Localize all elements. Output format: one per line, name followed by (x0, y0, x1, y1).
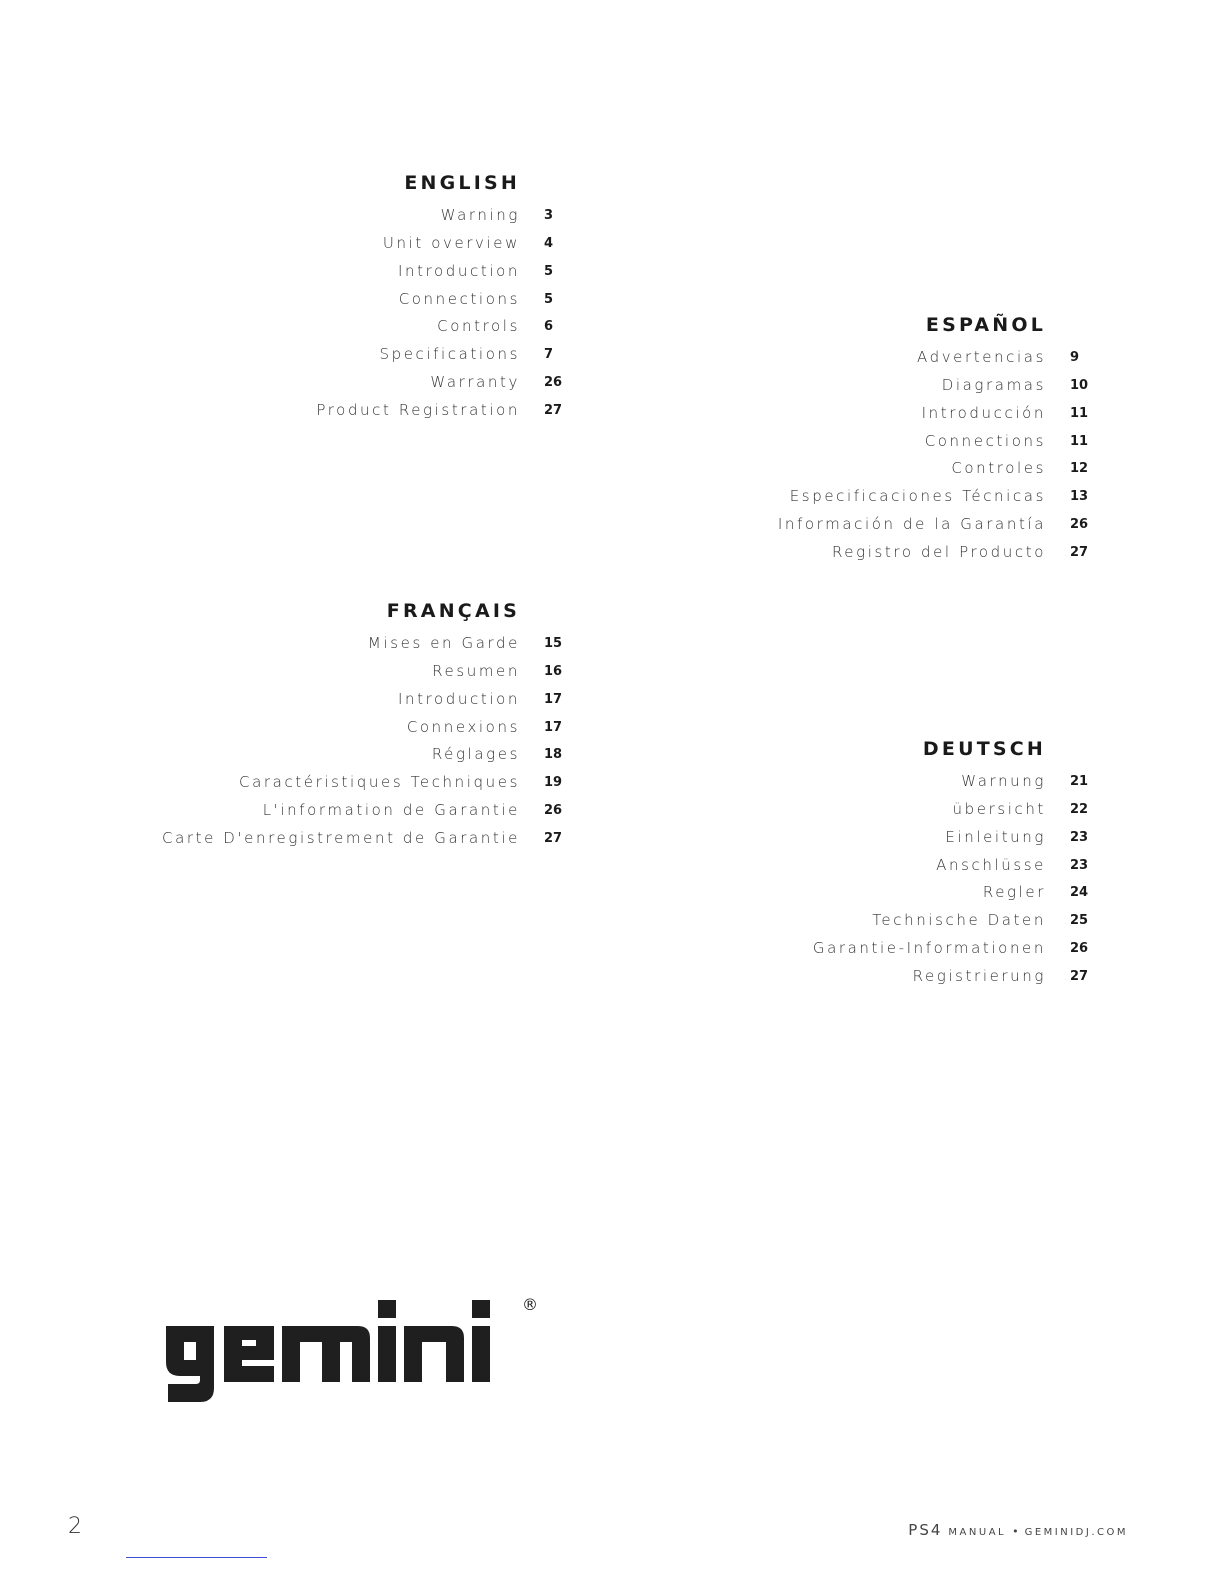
toc-entry-page: 18 (544, 747, 563, 762)
toc-entry-page: 16 (544, 664, 563, 679)
footer-caption (908, 1520, 1128, 1539)
toc-entry[interactable] (924, 431, 1089, 451)
toc-entry-page: 21 (1070, 774, 1089, 789)
gemini-logo (160, 1290, 550, 1420)
toc-entry-page: 7 (544, 347, 554, 362)
toc-entry-page: 26 (1070, 517, 1089, 532)
toc-entry-label: Réglages (431, 745, 520, 763)
toc-entry[interactable] (941, 375, 1089, 395)
toc-entry[interactable] (239, 772, 563, 792)
toc-entry-page: 27 (1070, 969, 1089, 984)
toc-entry-label: Mises en Garde (367, 634, 520, 652)
toc-entry-label: Información de la Garantía (777, 515, 1046, 533)
toc-entry-label: Caractéristiques Techniques (239, 773, 520, 791)
toc-entry-page: 10 (1070, 378, 1089, 393)
svg-text:®: ® (522, 1295, 538, 1314)
footer-model: PS4 (908, 1521, 943, 1539)
toc-entry[interactable] (831, 542, 1089, 562)
toc-entry-label: Warning (440, 206, 520, 224)
toc-entry-page: 26 (1070, 941, 1089, 956)
toc-entry-label: Technische Daten (872, 911, 1046, 929)
toc-entry-label: Product Registration (316, 401, 520, 419)
toc-entry-page: 9 (1070, 350, 1080, 365)
toc-entry-label: Connexions (406, 718, 520, 736)
toc-entry[interactable] (162, 828, 563, 848)
section-heading: DEUTSCH (922, 738, 1046, 760)
toc-entry-label: Carte D'enregistrement de Garantie (162, 829, 520, 847)
toc-entry[interactable] (379, 344, 554, 364)
toc-entry-page: 27 (1070, 545, 1089, 560)
toc-entry-page: 24 (1070, 885, 1089, 900)
toc-entry-page: 27 (544, 831, 563, 846)
toc-entry[interactable] (382, 233, 554, 253)
toc-entry-label: Warnung (961, 772, 1046, 790)
toc-entry-page: 5 (544, 264, 554, 279)
toc-entry[interactable] (431, 744, 563, 764)
toc-entry[interactable] (982, 882, 1089, 902)
toc-entry-label: Resumen (432, 662, 520, 680)
toc-entry-label: Unit overview (382, 234, 520, 252)
toc-entry-page: 6 (544, 319, 554, 334)
toc-entry-page: 11 (1070, 434, 1089, 449)
toc-entry-label: Introduction (397, 262, 520, 280)
toc-entry-label: Regler (982, 883, 1046, 901)
toc-entry-label: Advertencias (916, 348, 1046, 366)
toc-entry-page: 4 (544, 236, 554, 251)
toc-entry-page: 22 (1070, 802, 1089, 817)
toc-entry-page: 17 (544, 692, 563, 707)
toc-entry[interactable] (916, 347, 1080, 367)
toc-entry-page: 26 (544, 375, 563, 390)
toc-entry[interactable] (397, 689, 563, 709)
toc-entry[interactable] (262, 800, 563, 820)
footer-site-link[interactable]: GEMINIDJ.COM (1024, 1527, 1128, 1538)
toc-entry-label: Registro del Producto (831, 543, 1046, 561)
section-heading: ESPAÑOL (925, 314, 1046, 336)
section-heading: FRANÇAIS (386, 600, 520, 622)
toc-entry-page: 26 (544, 803, 563, 818)
toc-entry[interactable] (812, 938, 1089, 958)
footer-separator: • (1012, 1525, 1019, 1538)
toc-entry-label: Especificaciones Técnicas (789, 487, 1046, 505)
section-heading: ENGLISH (404, 172, 520, 194)
toc-entry[interactable] (777, 514, 1089, 534)
toc-entry[interactable] (437, 316, 554, 336)
toc-entry-page: 15 (544, 636, 563, 651)
toc-entry[interactable] (316, 400, 563, 420)
toc-entry[interactable] (936, 855, 1089, 875)
toc-entry[interactable] (432, 661, 563, 681)
footer-manual: MANUAL (948, 1527, 1007, 1538)
toc-entry-label: Controls (437, 317, 520, 335)
toc-entry-label: Connections (924, 432, 1046, 450)
toc-entry-label: L'information de Garantie (262, 801, 520, 819)
toc-entry-page: 5 (544, 292, 554, 307)
toc-entry-label: Einleitung (945, 828, 1046, 846)
toc-entry[interactable] (367, 633, 563, 653)
toc-entry-page: 13 (1070, 489, 1089, 504)
toc-entry[interactable] (951, 458, 1089, 478)
toc-entry[interactable] (789, 486, 1089, 506)
toc-entry-label: Registrierung (912, 967, 1046, 985)
toc-entry[interactable] (430, 372, 563, 392)
toc-entry[interactable] (440, 205, 554, 225)
toc-entry-label: Diagramas (941, 376, 1046, 394)
toc-entry[interactable] (398, 289, 554, 309)
toc-entry-page: 27 (544, 403, 563, 418)
toc-entry-page: 19 (544, 775, 563, 790)
toc-entry[interactable] (952, 799, 1089, 819)
toc-entry-page: 12 (1070, 461, 1089, 476)
toc-entry[interactable] (912, 966, 1089, 986)
toc-entry-label: Introduction (397, 690, 520, 708)
toc-entry-page: 17 (544, 720, 563, 735)
toc-entry-label: Garantie-Informationen (812, 939, 1046, 957)
toc-entry[interactable] (872, 910, 1089, 930)
toc-entry-label: Introducción (921, 404, 1046, 422)
toc-entry-label: Controles (951, 459, 1046, 477)
toc-entry-label: Connections (398, 290, 520, 308)
toc-entry-label: Specifications (379, 345, 520, 363)
toc-entry-label: übersicht (952, 800, 1046, 818)
toc-entry-page: 23 (1070, 830, 1089, 845)
toc-entry[interactable] (397, 261, 554, 281)
toc-entry[interactable] (945, 827, 1089, 847)
toc-entry-label: Warranty (430, 373, 520, 391)
footer-rule (126, 1557, 267, 1558)
toc-entry-label: Anschlüsse (936, 856, 1046, 874)
page-number: 2 (68, 1514, 82, 1539)
toc-entry[interactable] (961, 771, 1089, 791)
toc-entry[interactable] (406, 717, 563, 737)
toc-entry[interactable] (921, 403, 1089, 423)
toc-entry-page: 3 (544, 208, 554, 223)
toc-entry-page: 11 (1070, 406, 1089, 421)
toc-entry-page: 25 (1070, 913, 1089, 928)
toc-entry-page: 23 (1070, 858, 1089, 873)
